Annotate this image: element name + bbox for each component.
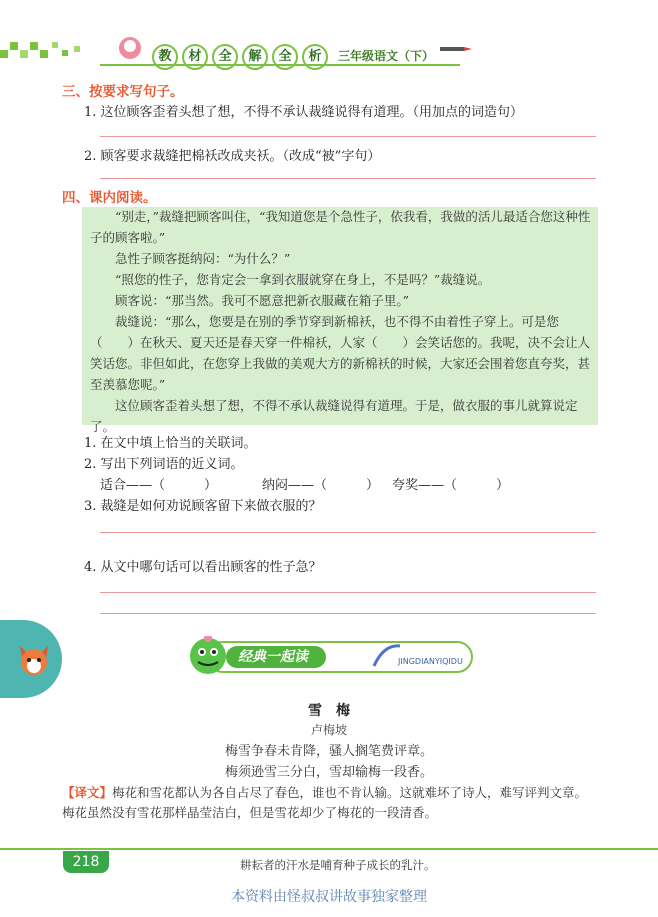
section-4-question-3: 3. 裁缝是如何劝说顾客留下来做衣服的？ (84, 499, 322, 514)
section-4-question-1: 1. 在文中填上恰当的关联词。 (84, 436, 257, 451)
section-3-heading: 三、按要求写句子。 (62, 84, 184, 100)
banner-title: 经典一起读 (238, 649, 308, 665)
page-number: 218 (63, 851, 109, 873)
poem-line: 梅雪争春未肯降，骚人搁笔费评章。 (224, 744, 433, 759)
poem-translation (62, 783, 596, 823)
header-rule (100, 64, 460, 66)
answer-line (100, 613, 596, 614)
source-note: 本资料由怪叔叔讲故事独家整理 (231, 889, 427, 905)
section-3-question-1: 1. 这位顾客歪着头想了想，不得不承认裁缝说得有道理。（用加点的词造句） (84, 105, 524, 120)
pencil-icon (440, 44, 472, 54)
footer-rule (0, 848, 658, 850)
header-title-char: 材 (182, 44, 208, 70)
synonym-item: 夸奖——（ ） (392, 478, 510, 493)
header-title-char: 析 (302, 44, 328, 70)
passage-paragraph: 这位顾客歪着头想了想，不得不承认裁缝说得有道理。于是，做衣服的事儿就算说定了。 (90, 398, 578, 434)
passage-paragraph: 急性子顾客挺纳闷：“为什么？” (115, 251, 291, 266)
answer-line (100, 136, 596, 137)
synonym-item: 纳闷——（ ） (262, 478, 380, 493)
answer-line (100, 178, 596, 179)
cartoon-fox-icon (14, 640, 54, 680)
classic-reading-banner (186, 636, 482, 676)
section-4-question-2: 2. 写出下列词语的近义词。 (84, 457, 244, 472)
poem-title: 雪 梅 (308, 703, 350, 719)
header-title-char: 教 (152, 44, 178, 70)
side-tab (0, 620, 62, 698)
header-title-char: 全 (272, 44, 298, 70)
section-4-heading: 四、课内阅读。 (62, 190, 157, 206)
section-3-question-2: 2. 顾客要求裁缝把棉袄改成夹袄。（改成“被”字句） (84, 149, 381, 164)
header-title-char: 解 (242, 44, 268, 70)
header-grade: 三年级语文（下） (338, 49, 435, 63)
header-title (152, 44, 328, 70)
translation-label: 【译文】 (62, 785, 113, 800)
passage-paragraph: “照您的性子，您肯定会一拿到衣服就穿在身上，不是吗？”裁缝说。 (115, 272, 491, 287)
banner-pinyin: JINGDIANYIQIDU (398, 657, 463, 666)
poem-author: 卢梅坡 (310, 723, 347, 737)
section-4-question-4: 4. 从文中哪句话可以看出顾客的性子急？ (84, 560, 322, 575)
passage-paragraph: 顾客说：“那当然。我可不愿意把新衣服藏在箱子里。” (115, 293, 410, 308)
passage-paragraph: “别走，”裁缝把顾客叫住，“我知道您是个急性子，依我看，我做的活儿最适合您这种性子的顾客啦。” (90, 209, 591, 245)
passage-paragraph: 裁缝说：“那么，您要是在别的季节穿到新棉袄，也不得不由着性子穿上。可是您（ ）在秋天、夏天还是春天穿一件棉袄，人家（ ）会笑话您的。我呢，决不会让人笑话您。非但如此，在您穿上我做的美观大方的新棉袄的时候，大家还会围着您直夸奖，甚至羡慕您呢。” (90, 314, 591, 392)
synonym-item: 适合——（ ） (100, 478, 218, 493)
poem-line: 梅须逊雪三分白，雪却输梅一段香。 (224, 765, 433, 780)
answer-line (100, 532, 596, 533)
answer-line (100, 592, 596, 593)
header-title-char: 全 (212, 44, 238, 70)
translation-text: 梅花和雪花都认为各自占尽了春色，谁也不肯认输。这就难坏了诗人，难写评判文章。梅花虽然没有雪花那样晶莹洁白，但是雪花却少了梅花的一段清香。 (62, 785, 588, 820)
header-checker-decoration (0, 36, 160, 62)
footer-motto: 耕耘者的汗水是哺育种子成长的乳汁。 (240, 858, 436, 872)
